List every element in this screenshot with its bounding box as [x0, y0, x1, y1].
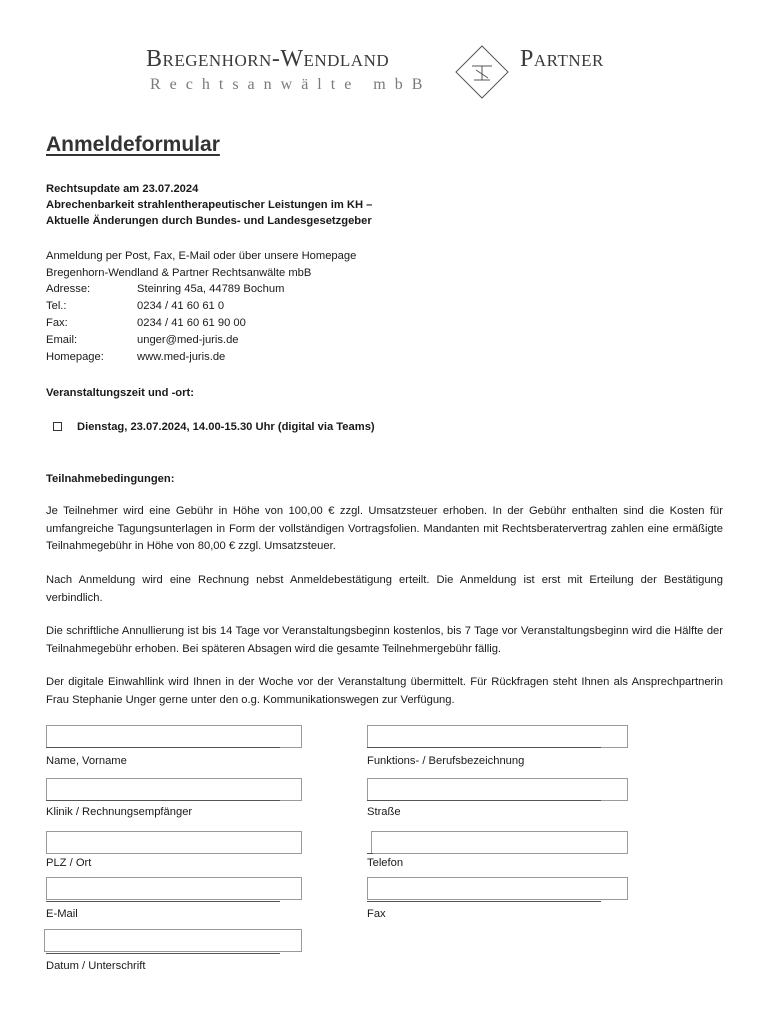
event-heading: Veranstaltungszeit und -ort:	[46, 387, 194, 399]
date-signature-underline	[46, 953, 280, 954]
contact-key: Adresse:	[46, 283, 91, 295]
phone-underline	[367, 853, 373, 854]
contact-value: 0234 / 41 60 61 0	[137, 300, 225, 312]
date-signature-input[interactable]	[44, 929, 302, 952]
fax-label: Fax	[367, 908, 386, 920]
conditions-heading: Teilnahmebedingungen:	[46, 473, 175, 485]
firm-full-name: Bregenhorn-Wendland & Partner Rechtsanwälte mbB	[46, 267, 312, 279]
page-title: Anmeldeformular	[46, 133, 220, 156]
email-underline	[46, 901, 280, 902]
zip-city-input[interactable]	[46, 831, 302, 854]
contact-key: Tel.:	[46, 300, 67, 312]
conditions-fee-paragraph: Je Teilnehmer wird eine Gebühr in Höhe von 100,00 € zzgl. Umsatzsteuer erhoben. In der Gebühr enthalten sind die Kosten für umfangreiche Tagungsunterlagen in Form der vollständigen Vortragsfolien. Mandanten mit Rechtsberatervertrag zahlen eine ermäßigte Teilnahmegebühr in Höhe von 80,00 € zzgl. Umsatzsteuer.	[46, 505, 723, 552]
phone-input[interactable]	[371, 831, 628, 854]
street-input[interactable]	[367, 778, 628, 801]
contact-key: Email:	[46, 334, 78, 346]
clinic-input[interactable]	[46, 778, 302, 801]
event-checkbox[interactable]	[53, 422, 62, 431]
name-underline	[46, 747, 280, 748]
fax-underline	[367, 901, 601, 902]
email-input[interactable]	[46, 877, 302, 900]
clinic-underline	[46, 800, 280, 801]
function-underline	[367, 747, 601, 748]
contact-key: Fax:	[46, 317, 68, 329]
contact-value: Steinring 45a, 44789 Bochum	[137, 283, 285, 295]
name-label: Name, Vorname	[46, 755, 127, 767]
event-option-label: Dienstag, 23.07.2024, 14.00-15.30 Uhr (digital via Teams)	[77, 421, 375, 433]
registration-intro: Anmeldung per Post, Fax, E-Mail oder über unsere Homepage	[46, 250, 357, 262]
zip-city-label: PLZ / Ort	[46, 857, 92, 869]
conditions-cancellation-paragraph: Die schriftliche Annullierung ist bis 14 Tage vor Veranstaltungsbeginn kostenlos, bis 7 Tage vor Veranstaltungsbeginn wird die Hälfte der Teilnahmegebühr erhoben. Bei späteren Absagen wird die gesamte Teilnehmergebühr fällig.	[46, 625, 723, 655]
function-label: Funktions- / Berufsbezeichnung	[367, 755, 525, 767]
logo-firm-name: Bregenhorn-Wendland	[146, 46, 390, 72]
date-signature-label: Datum / Unterschrift	[46, 960, 146, 972]
logo-subtitle: Rechtsanwälte mbB	[150, 76, 432, 93]
phone-label: Telefon	[367, 857, 404, 869]
contact-homepage-link[interactable]: www.med-juris.de	[137, 351, 226, 363]
clinic-label: Klinik / Rechnungsempfänger	[46, 806, 193, 818]
firm-logo	[146, 42, 626, 102]
update-topic-line1: Abrechenbarkeit strahlentherapeutischer Leistungen im KH –	[46, 199, 373, 211]
update-topic-line2: Aktuelle Änderungen durch Bundes- und Landesgesetzgeber	[46, 215, 372, 227]
function-input[interactable]	[367, 725, 628, 748]
conditions-contact-paragraph: Der digitale Einwahllink wird Ihnen in der Woche vor der Veranstaltung übermittelt. Für Rückfragen steht Ihnen als Ansprechpartnerin Frau Stephanie Unger gerne unter den o.g. Kommunikationswegen zur Verfügung.	[46, 676, 723, 706]
email-label: E-Mail	[46, 908, 78, 920]
fax-input[interactable]	[367, 877, 628, 900]
name-input[interactable]	[46, 725, 302, 748]
contact-value: 0234 / 41 60 61 90 00	[137, 317, 246, 329]
diamond-logo-icon	[454, 44, 510, 100]
contact-email-link[interactable]: unger@med-juris.de	[137, 334, 239, 346]
conditions-invoice-paragraph: Nach Anmeldung wird eine Rechnung nebst Anmeldebestätigung erteilt. Die Anmeldung ist erst mit Erteilung der Bestätigung verbindlich.	[46, 574, 723, 604]
update-date: Rechtsupdate am 23.07.2024	[46, 183, 199, 195]
contact-key: Homepage:	[46, 351, 104, 363]
street-label: Straße	[367, 806, 401, 818]
logo-partner: Partner	[520, 46, 604, 72]
street-underline	[367, 800, 601, 801]
